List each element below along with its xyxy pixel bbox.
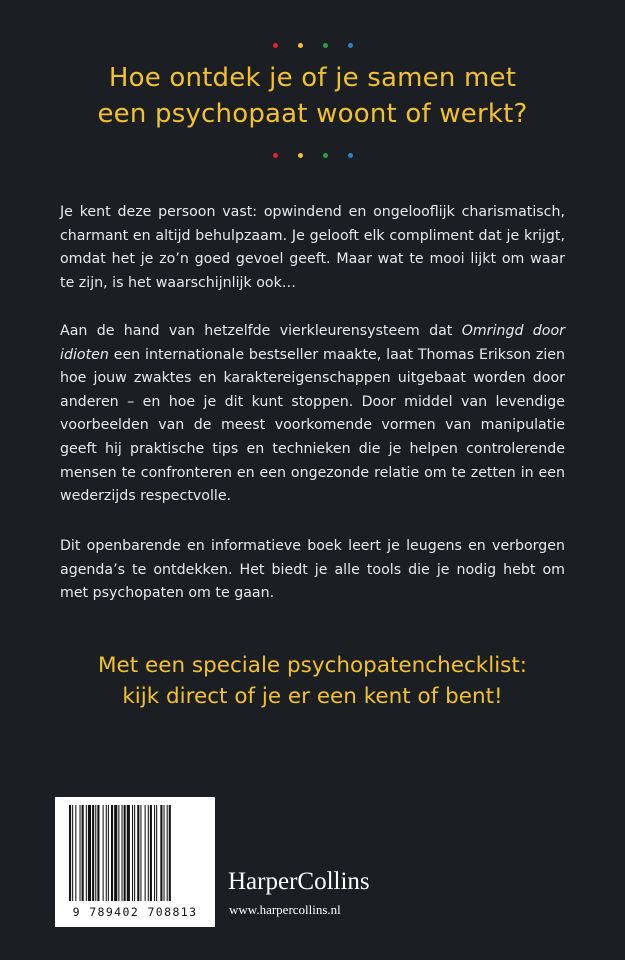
blue-dot	[348, 153, 353, 158]
blurb-paragraph-3: Dit openbarende en informatieve boek leert je leugens en verborgen agenda’s te ontdekken. Het biedt je alle tools die je nodig hebt om met psychopaten om te gaan.	[60, 538, 565, 602]
barcode-bar	[111, 805, 113, 901]
color-dots-bottom	[0, 153, 625, 158]
barcode-bar	[137, 805, 139, 901]
blurb-paragraph-2-start: Aan de hand van hetzelfde vierkleurensysteem dat	[60, 323, 462, 339]
barcode-bars	[67, 805, 203, 903]
blurb-paragraph-2-end: een internationale bestseller maakte, laat Thomas Erikson zien hoe jouw zwaktes en karaktereigenschappen uitgebaat worden door anderen – en hoe je dit kunt stoppen. Door middel van levendige voorbeelden van de meest voorkomende vormen van manipulatie geeft hij praktische tips en technieken die je helpen controlerende mensen te confronteren en een ongezonde relatie om te zetten in een wederzijds respectvolle.	[60, 346, 565, 505]
barcode-bar	[97, 805, 99, 901]
yellow-dot	[298, 43, 303, 48]
barcode-bar	[150, 805, 152, 901]
barcode-bar	[80, 805, 81, 901]
barcode-bar	[156, 805, 157, 901]
barcode-bar	[132, 805, 133, 901]
barcode	[55, 797, 215, 927]
publisher-website: www.harpercollins.nl	[229, 902, 341, 917]
barcode-bar	[75, 805, 76, 901]
barcode-bar	[164, 805, 165, 901]
barcode-bar	[82, 805, 84, 901]
blue-dot	[348, 43, 353, 48]
barcode-bar	[169, 805, 171, 901]
book-title-reference: Omringd door idioten	[60, 323, 565, 363]
barcode-bar	[69, 805, 71, 901]
barcode-bar	[140, 805, 141, 901]
tagline-line-1: Met een speciale psychopatenchecklist:	[97, 653, 528, 678]
tagline-line-2: kijk direct of je er een kent of bent!	[122, 684, 503, 709]
barcode-bar	[148, 805, 149, 901]
publisher-logo: HarperCollins	[228, 868, 370, 895]
color-dots-top	[0, 43, 625, 48]
barcode-bar	[134, 805, 135, 901]
isbn-number: 9 789402 708813	[72, 905, 198, 919]
barcode-bar	[145, 805, 146, 901]
barcode-bar	[167, 805, 168, 901]
barcode-bar	[86, 805, 87, 901]
headline-line-1: Hoe ontdek je of je samen met	[108, 63, 517, 93]
green-dot	[323, 43, 328, 48]
barcode-bar	[122, 805, 123, 901]
headline	[40, 60, 585, 132]
headline-line-2: een psychopaat woont of werkt?	[97, 99, 528, 129]
barcode-bar	[106, 805, 107, 901]
blurb-paragraph-2	[60, 320, 565, 509]
barcode-bar	[124, 805, 126, 901]
green-dot	[323, 153, 328, 158]
barcode-bar	[72, 805, 73, 901]
barcode-bar	[118, 805, 119, 901]
red-dot	[273, 43, 278, 48]
barcode-bar	[160, 805, 162, 901]
tagline	[40, 650, 585, 712]
barcode-bar	[127, 805, 130, 901]
barcode-bar	[92, 805, 94, 901]
barcode-bar	[114, 805, 117, 901]
barcode-bar	[95, 805, 96, 901]
red-dot	[273, 153, 278, 158]
barcode-bar	[103, 805, 104, 901]
yellow-dot	[298, 153, 303, 158]
blurb-paragraph-1: Je kent deze persoon vast: opwindend en ongelooflijk charismatisch, charmant en altijd behulpzaam. Je gelooft elk compliment dat je krijgt, omdat het je zo’n goed gevoel geeft. Maar wat te mooi lijkt om waar te zijn, is het waarschijnlijk ook…	[60, 204, 565, 291]
barcode-bar	[88, 805, 91, 901]
barcode-bar	[108, 805, 109, 901]
barcode-bar	[154, 805, 155, 901]
